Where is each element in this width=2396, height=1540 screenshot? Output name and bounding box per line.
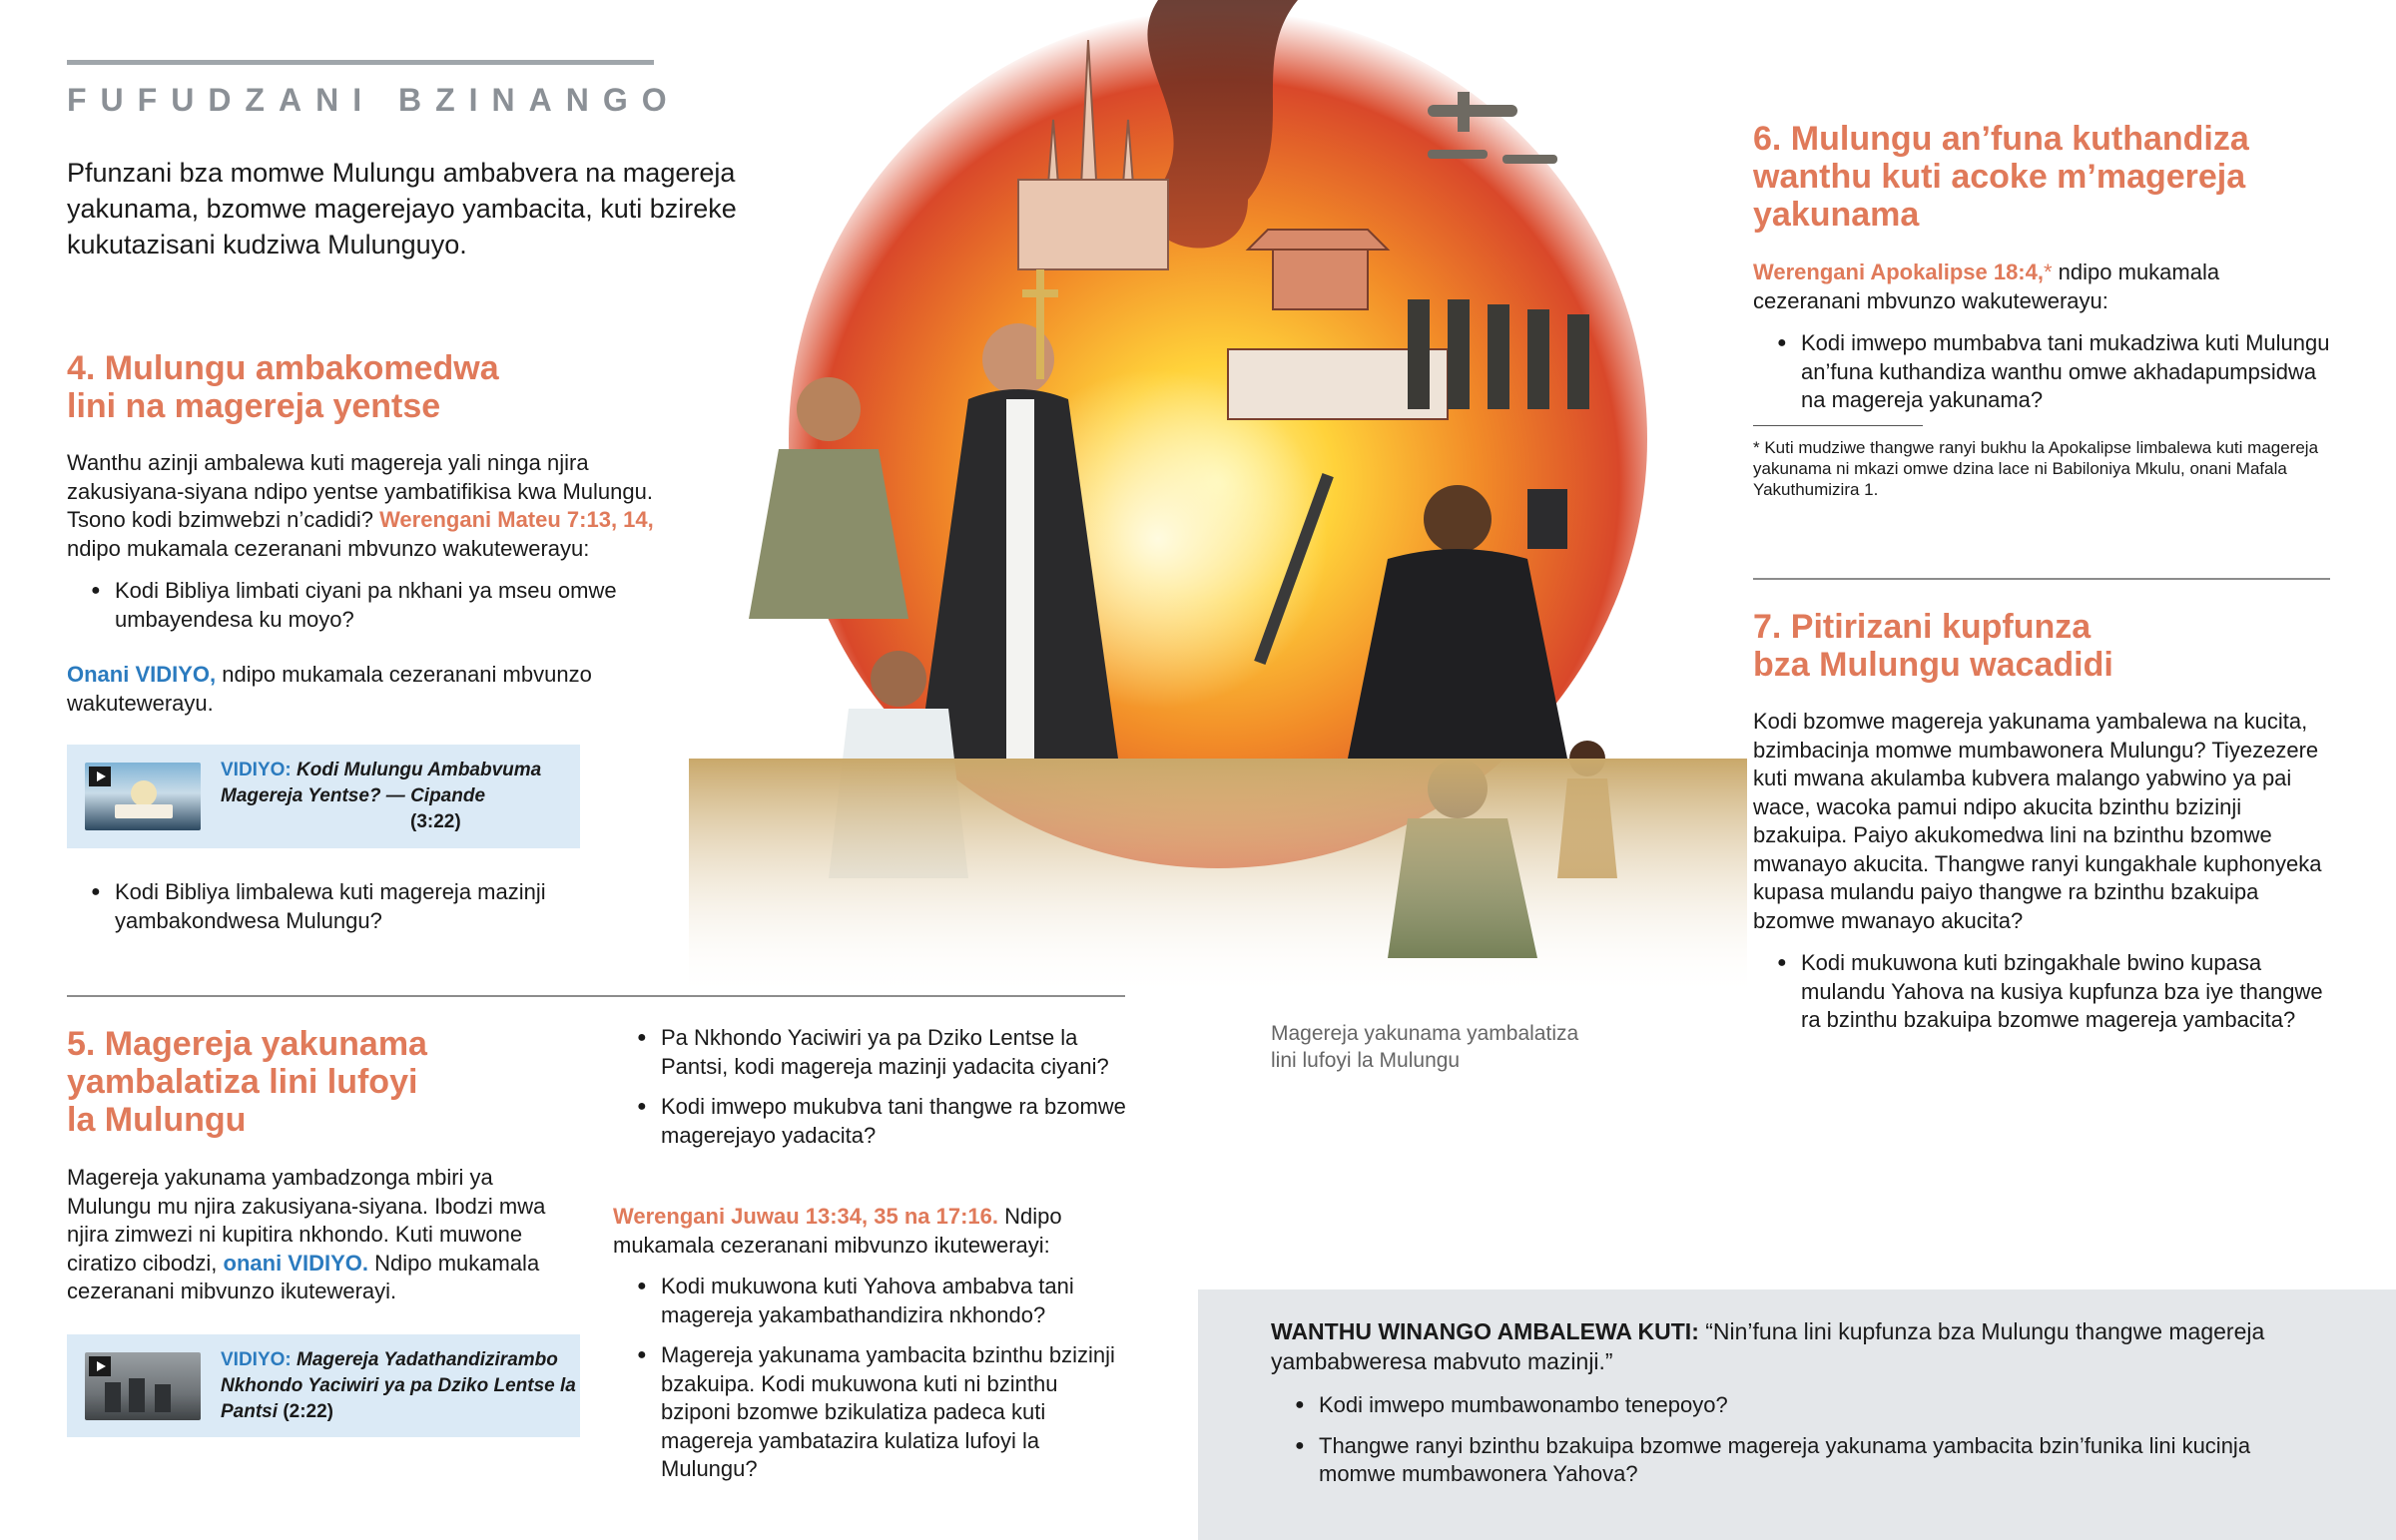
- list-item: ● Kodi mukuwona kuti Yahova ambabva tani magereja yakambathandizira nkhondo?: [613, 1273, 1132, 1329]
- section-6-reading: [1753, 258, 2332, 315]
- list-item: ● Kodi imwepo mumbabva tani mukadziwa kuti Mulungu an’funa kuthandiza wanthu omwe akhadapumpsidwa na magereja yakunama?: [1753, 329, 2332, 415]
- section-6-heading-line1: 6. Mulungu an’funa kuthandiza: [1753, 120, 2249, 158]
- list-item: ● Kodi Bibliya limbati ciyani pa nkhani ya mseu omwe umbayendesa ku moyo?: [67, 577, 666, 634]
- section-divider: [1753, 578, 2330, 580]
- footnote-rule: [1753, 425, 1923, 426]
- bible-reference-link[interactable]: Werengani Apokalipse 18:4,: [1753, 259, 2044, 284]
- section-5-read-tail: Ndipo mukamala cezeranani mibvunzo ikutewerayi:: [613, 1204, 1062, 1258]
- section-4-paragraph: [67, 449, 686, 563]
- page-title: FUFUDZANI BZINANGO: [67, 82, 681, 118]
- video-card-2[interactable]: [67, 1334, 580, 1437]
- video-caption: [221, 758, 580, 835]
- section-4-heading: [67, 349, 666, 425]
- intro-text: Pfunzani bza momwe Mulungu ambabvera na magereja yakunama, bzomwe magerejayo yambacita, kuti bzireke kukutazisani kudziwa Mulunguyo.: [67, 158, 737, 259]
- bible-reference-link[interactable]: Werengani Mateu 7:13, 14,: [379, 507, 654, 532]
- section-5-heading: [67, 1025, 546, 1139]
- video-link[interactable]: Onani VIDIYO,: [67, 662, 217, 687]
- objection-label: WANTHU WINANGO AMBALEWA KUTI:: [1271, 1318, 1699, 1344]
- false-religion-illustration: [689, 0, 1747, 998]
- section-7-heading-line2: bza Mulungu wacadidi: [1753, 646, 2113, 684]
- section-5-para-text: Magereja yakunama yambadzonga mbiri ya Mulungu mu njira zakusiyana-siyana. Ibodzi mwa njira zimwezi ni kupitira nkhondo. Kuti muwone ciratizo cibodzi,: [67, 1165, 546, 1276]
- list-item: ● Pa Nkhondo Yaciwiri ya pa Dziko Lentse la Pantsi, kodi magereja mazinji yadacita ciyani?: [613, 1024, 1132, 1081]
- list-item: ● Thangwe ranyi bzinthu bzakuipa bzomwe magereja yakunama yambacita bzin’funika lini kucinja momwe mumbawonera Yahova?: [1271, 1432, 2269, 1489]
- section-4-bullets-a: [67, 577, 666, 646]
- illustration-caption: [1271, 1020, 1590, 1074]
- section-4-video-tail: ndipo mukamala cezeranani mbvunzo wakutewerayu.: [67, 662, 592, 716]
- title-rule: [67, 60, 654, 65]
- section-6-heading-line2: wanthu kuti acoke m’magereja: [1753, 158, 2246, 196]
- video-card-1[interactable]: [67, 745, 580, 848]
- caption-line2: lini lufoyi la Mulungu: [1271, 1049, 1461, 1072]
- section-5-para-tail: Ndipo mukamala cezeranani mibvunzo ikutewerayi.: [67, 1250, 540, 1303]
- section-5-reading: [613, 1203, 1132, 1260]
- section-6-bullets: [1753, 329, 2332, 427]
- play-icon[interactable]: [89, 767, 111, 786]
- section-4-para-tail: ndipo mukamala cezeranani mbvunzo wakutewerayu:: [67, 535, 590, 561]
- caption-line1: Magereja yakunama yambalatiza: [1271, 1022, 1579, 1045]
- section-7-paragraph: Kodi bzomwe magereja yakunama yambalewa na kucita, bzimbacinja momwe mumbawonera Mulungu? Tiyezezere kuti mwana akulamba kubvera malango yabwino ya pai wace, wacoka pamui ndipo akucita bzinthu bzizinji bzakuipa. Paiyo akukomedwa lini na bzinthu bzomwe mwanayo akucita. Thangwe ranyi kungakhale kuphonyeka kupasa mulandu paiyo thangwe ra bzinthu bzakuipa bzomwe mwanayo akucita?: [1753, 709, 2322, 933]
- section-6-read-tail: ndipo mukamala cezeranani mbvunzo wakutewerayu:: [1753, 259, 2220, 313]
- section-5-bullets-a: [613, 1024, 1132, 1162]
- list-item: ● Kodi mukuwona kuti bzingakhale bwino kupasa mulandu Yahova na kusiya kupfunza bza iye thangwe ra bzinthu bzakuipa bzomwe magereja yambacita?: [1753, 949, 2337, 1035]
- section-5-paragraph: [67, 1164, 574, 1306]
- play-icon[interactable]: [89, 1356, 111, 1376]
- list-item: ● Kodi Bibliya limbalewa kuti magereja mazinji yambakondwesa Mulungu?: [67, 878, 626, 935]
- section-7-heading-line1: 7. Pitirizani kupfunza: [1753, 608, 2092, 646]
- video-title: Magereja Yadathandizirambo Nkhondo Yaciwiri ya pa Dziko Lentse la Pantsi: [221, 1348, 576, 1422]
- footnote-asterisk[interactable]: *: [2043, 259, 2053, 284]
- section-4-bullets-b: [67, 878, 626, 947]
- section-5-heading-line3: la Mulungu: [67, 1101, 247, 1139]
- section-4-heading-line2: lini na magereja yentse: [67, 387, 441, 425]
- video-title: Kodi Mulungu Ambabvuma Magereja Yentse? — Cipande: [221, 760, 542, 806]
- bible-reference-link[interactable]: Werengani Juwau 13:34, 35 na 17:16.: [613, 1204, 998, 1229]
- section-7-heading: [1753, 608, 2352, 684]
- video-label: VIDIYO:: [221, 1348, 292, 1370]
- video-caption: [221, 1347, 580, 1425]
- section-6-heading: [1753, 120, 2352, 234]
- video-duration: (3:22): [410, 811, 461, 832]
- list-item: ● Magereja yakunama yambacita bzinthu bzizinji bzakuipa. Kodi mukuwona kuti ni bzinthu bziponi bzomwe bzikulatiza padeca kuti magereja yambatazira kulatiza lufoyi la Mulungu?: [613, 1341, 1132, 1484]
- objection-box: [1198, 1289, 2396, 1540]
- objection-bullets: [1271, 1391, 2269, 1501]
- video-duration: (2:22): [283, 1400, 333, 1422]
- list-item: ● Kodi imwepo mukubva tani thangwe ra bzomwe magerejayo yadacita?: [613, 1093, 1132, 1150]
- section-5-bullets-b: [613, 1273, 1132, 1496]
- video-thumbnail: [85, 1352, 201, 1420]
- section-5-heading-line1: 5. Magereja yakunama: [67, 1025, 427, 1063]
- objection-quote: “Nin’funa lini kupfunza bza Mulungu thangwe magereja yambabweresa mabvuto mazinji.”: [1271, 1318, 2265, 1374]
- list-item: ● Kodi imwepo mumbawonambo tenepoyo?: [1271, 1391, 2269, 1420]
- section-5-heading-line2: yambalatiza lini lufoyi: [67, 1063, 418, 1101]
- illustration: [689, 0, 1747, 998]
- video-label: VIDIYO:: [221, 760, 292, 780]
- section-4-video-prompt: [67, 661, 666, 718]
- footnote: * Kuti mudziwe thangwe ranyi bukhu la Apokalipse limbalewa kuti magereja yakunama ni mkazi omwe dzina lace ni Babiloniya Mkulu, onani Mafala Yakuthumizira 1.: [1753, 438, 2319, 499]
- objection-statement: [1271, 1316, 2269, 1376]
- video-link[interactable]: onani VIDIYO.: [223, 1250, 368, 1276]
- section-7-bullets: [1753, 949, 2337, 1047]
- video-thumbnail: [85, 763, 201, 830]
- section-6-heading-line3: yakunama: [1753, 196, 1920, 234]
- section-4-heading-line1: 4. Mulungu ambakomedwa: [67, 349, 499, 387]
- section-4-para-text: Wanthu azinji ambalewa kuti magereja yali ninga njira zakusiyana-siyana ndipo yentse yambatifikisa kwa Mulungu. Tsono kodi bzimwebzi n’cadidi?: [67, 450, 653, 532]
